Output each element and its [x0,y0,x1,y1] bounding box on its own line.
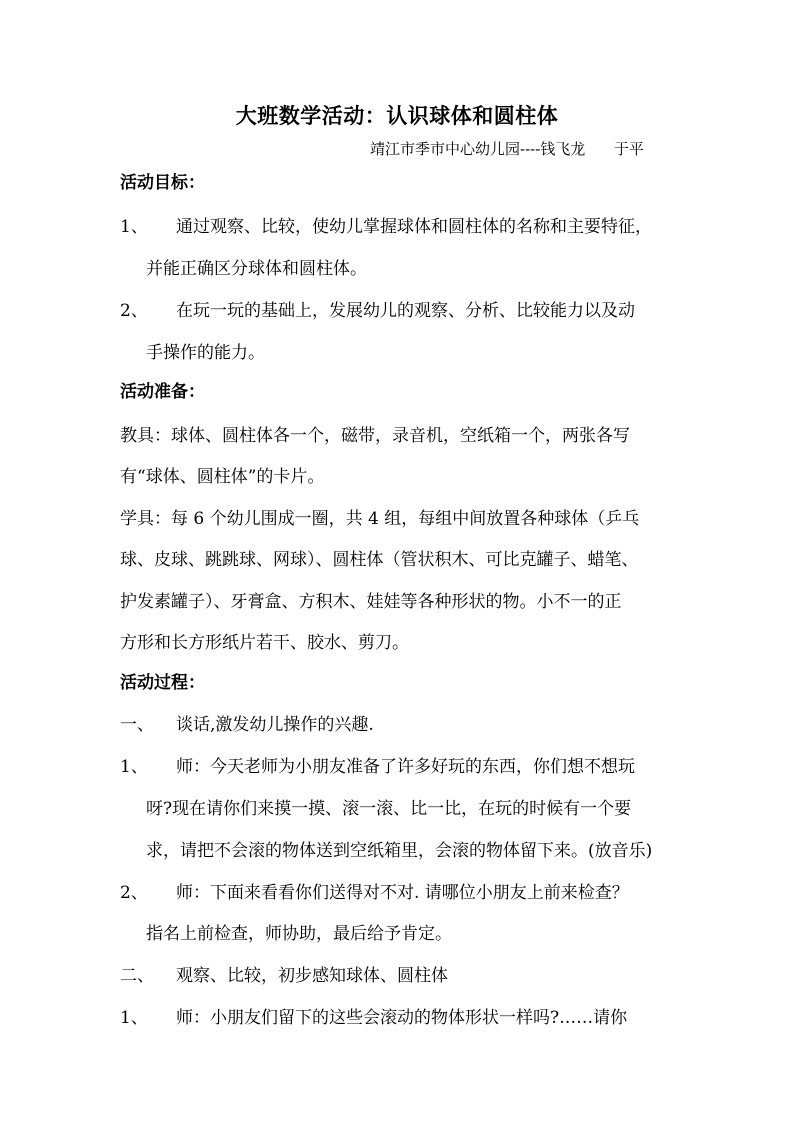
step1-continuation2: 求，请把不会滚的物体送到空纸箱里，会滚的物体留下来。(放音乐) [146,841,653,861]
prep-student-tools-cont3: 方形和长方形纸片若干、胶水、剪刀。 [120,633,409,653]
goal1-continuation: 并能正确区分球体和圆柱体。 [146,259,367,279]
goal1-text: 通过观察、比较，使幼儿掌握球体和圆柱体的名称和主要特征， [176,217,652,237]
prep-teacher-tools-cont: 有“球体、圆柱体”的卡片。 [120,467,325,487]
goal2-number: 2、 [120,301,148,321]
goals-heading: 活动目标： [120,173,205,193]
goal1-number: 1、 [120,217,148,237]
prep-student-tools-cont2: 护发素罐子）、牙膏盒、方积木、娃娃等各种形状的物。小不一的正 [120,592,622,612]
goal2-text: 在玩一玩的基础上，发展幼儿的观察、分析、比较能力以及动 [176,301,635,321]
step1-continuation1: 呀?现在请你们来摸一摸、滚一滚、比一比，在玩的时候有一个要 [146,799,632,819]
prep-teacher-tools: 教具：球体、圆柱体各一个，磁带，录音机，空纸箱一个，两张各写 [120,426,630,446]
step3-text: 师：小朋友们留下的这些会滚动的物体形状一样吗?……请你 [176,1008,628,1028]
prep-student-tools-cont1: 球、皮球、跳跳球、网球）、圆柱体（管状积木、可比克罐子、蜡笔、 [120,550,639,570]
section1-text: 谈话,激发幼儿操作的兴趣. [176,715,374,735]
step2-number: 2、 [120,883,148,903]
process-heading: 活动过程： [120,673,205,693]
step1-text: 师：今天老师为小朋友准备了许多好玩的东西，你们想不想玩 [176,757,635,777]
step2-text: 师：下面来看看你们送得对不对. 请哪位小朋友上前来检查？ [176,883,629,903]
goal2-continuation: 手操作的能力。 [146,343,265,363]
section2-text: 观察、比较，初步感知球体、圆柱体 [176,966,448,986]
step2-continuation: 指名上前检查，师协助，最后给予肯定。 [146,924,452,944]
section2-number: 二、 [120,966,154,986]
step1-number: 1、 [120,757,148,777]
document-title: 大班数学活动：认识球体和圆柱体 [235,103,559,128]
step3-number: 1、 [120,1008,148,1028]
prep-student-tools: 学具：每 6 个幼儿围成一圈，共 4 组，每组中间放置各种球体（乒乓 [120,509,640,529]
prep-heading: 活动准备： [120,382,205,402]
section1-number: 一、 [120,715,154,735]
author-line: 靖江市季市中心幼儿园----钱飞龙 于平 [370,140,644,158]
